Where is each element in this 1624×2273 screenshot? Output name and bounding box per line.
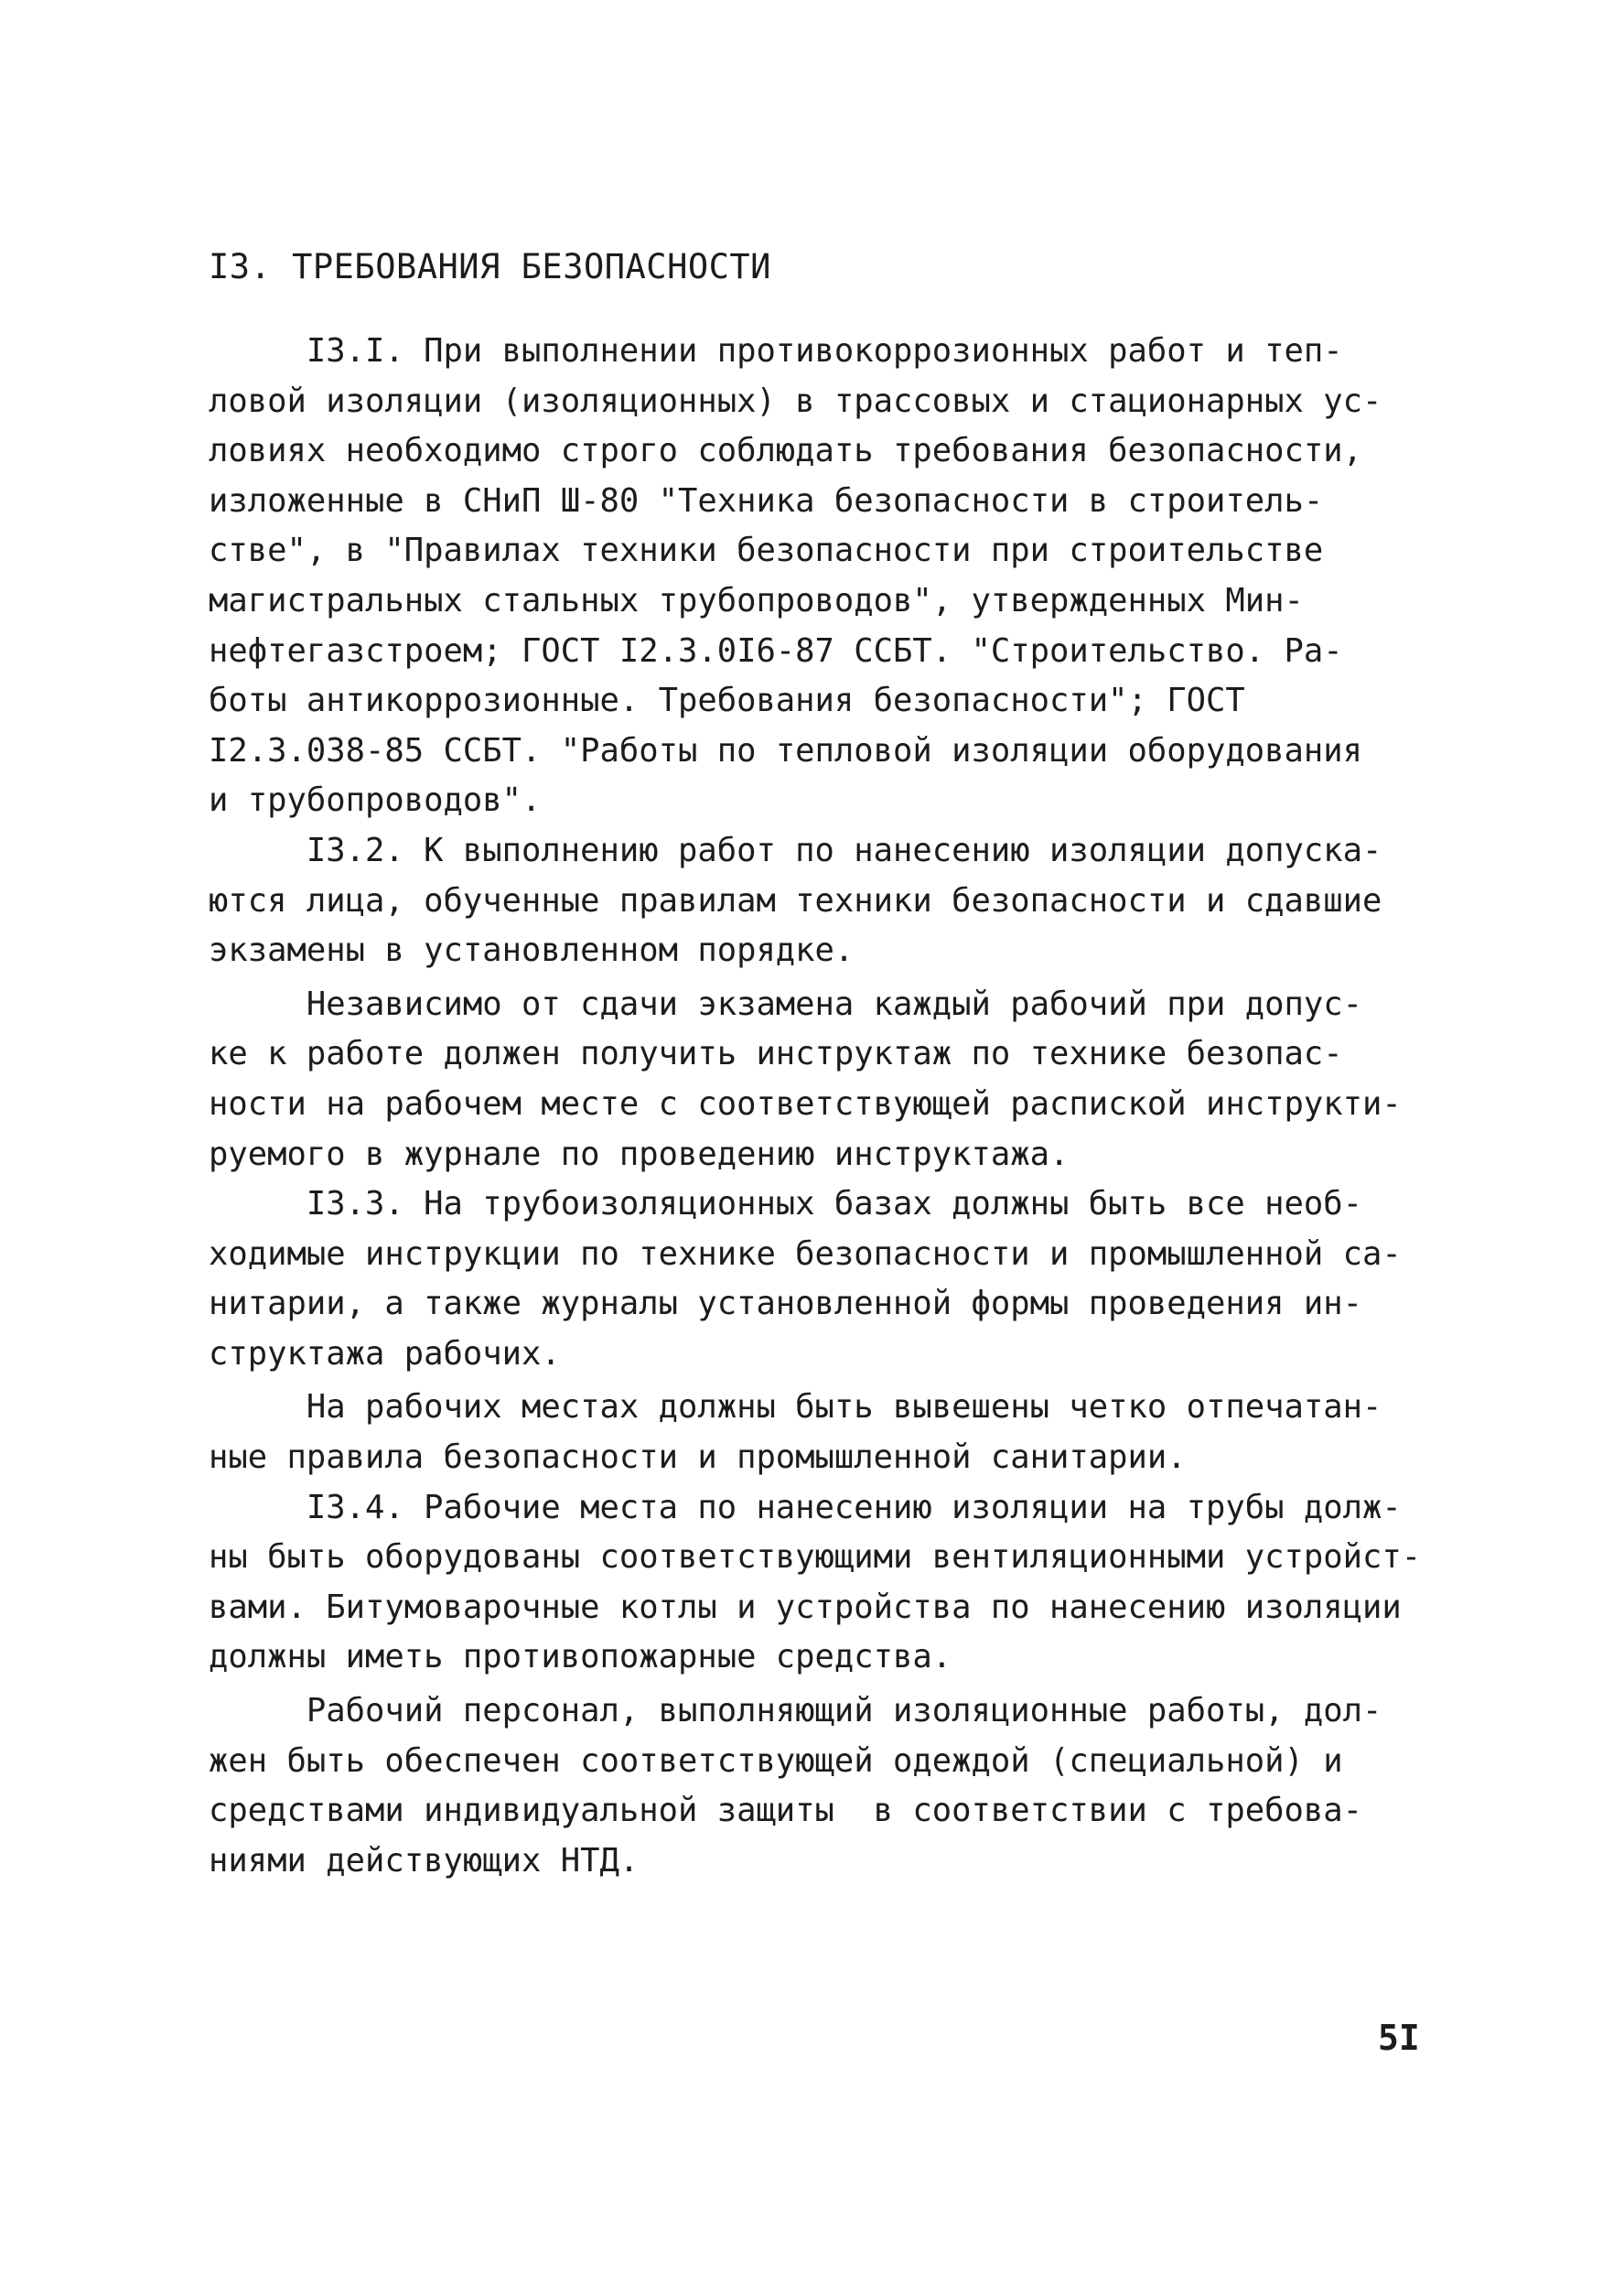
page-number: 5I — [1378, 2018, 1420, 2058]
text-line: средствами индивидуальной защиты в соответствии с требова- — [209, 1792, 1362, 1830]
text-line: ходимые инструкции по технике безопасности и промышленной са- — [209, 1234, 1402, 1273]
paragraph-13-2 — [209, 826, 1471, 976]
text-line: Рабочий персонал, выполняющий изоляционные работы, дол- — [209, 1692, 1382, 1730]
text-line: ловиях необходимо строго соблюдать требования безопасности, — [209, 432, 1362, 470]
text-line: стве", в "Правилах техники безопасности при строительстве — [209, 532, 1324, 570]
text-line: ные правила безопасности и промышленной санитарии. — [209, 1438, 1187, 1477]
text-line: I3.I. При выполнении противокоррозионных работ и теп- — [209, 332, 1343, 370]
paragraph-13-1 — [209, 327, 1471, 826]
text-line: ловой изоляции (изоляционных) в трассовых и стационарных ус- — [209, 382, 1382, 420]
paragraph-13-4 — [209, 1483, 1471, 1683]
paragraph-instruction — [209, 980, 1471, 1180]
paragraph-personnel — [209, 1686, 1471, 1886]
body-text — [209, 327, 1471, 1886]
text-line: магистральных стальных трубопроводов", утвержденных Мин- — [209, 581, 1304, 619]
text-line: нитарии, а также журналы установленной формы проведения ин- — [209, 1285, 1362, 1323]
paragraph-safety-rules — [209, 1383, 1471, 1482]
text-line: структажа рабочих. — [209, 1334, 561, 1373]
text-line: нефтегазстроем; ГОСТ I2.3.0I6-87 ССБТ. "Строительство. Ра- — [209, 631, 1343, 670]
text-line: экзамены в установленном порядке. — [209, 932, 855, 970]
text-line: руемого в журнале по проведению инструктажа. — [209, 1135, 1070, 1173]
text-line: ке к работе должен получить инструктаж по технике безопас- — [209, 1035, 1343, 1073]
text-line: I3.4. Рабочие места по нанесению изоляции на трубы долж- — [209, 1488, 1402, 1526]
section-title: I3. ТРЕБОВАНИЯ БЕЗОПАСНОСТИ — [209, 247, 771, 286]
text-line: изложенные в СНиП Ш-80 "Техника безопасности в строитель- — [209, 481, 1324, 520]
text-line: ниями действующих НТД. — [209, 1841, 640, 1880]
text-line: ны быть оборудованы соответствующими вентиляционными устройст- — [209, 1538, 1422, 1577]
text-line: должны иметь противопожарные средства. — [209, 1638, 952, 1676]
text-line: жен быть обеспечен соответствующей одеждой (специальной) и — [209, 1741, 1343, 1780]
text-line: На рабочих местах должны быть вывешены четко отпечатан- — [209, 1388, 1382, 1427]
text-line: вами. Битумоварочные котлы и устройства по нанесению изоляции — [209, 1588, 1402, 1626]
paragraph-13-3 — [209, 1180, 1471, 1379]
text-line: боты антикоррозионные. Требования безопасности"; ГОСТ — [209, 682, 1245, 720]
text-line: ются лица, обученные правилам техники безопасности и сдавшие — [209, 881, 1382, 920]
text-line: I2.3.038-85 ССБТ. "Работы по тепловой изоляции оборудования — [209, 731, 1362, 770]
text-line: Независимо от сдачи экзамена каждый рабочий при допус- — [209, 985, 1362, 1023]
text-line: ности на рабочем месте с соответствующей распиской инструкти- — [209, 1084, 1402, 1123]
text-line: и трубопроводов". — [209, 781, 542, 820]
text-line: I3.2. К выполнению работ по нанесению изоляции допуска- — [209, 831, 1382, 869]
text-line: I3.3. На трубоизоляционных базах должны быть все необ- — [209, 1185, 1362, 1223]
